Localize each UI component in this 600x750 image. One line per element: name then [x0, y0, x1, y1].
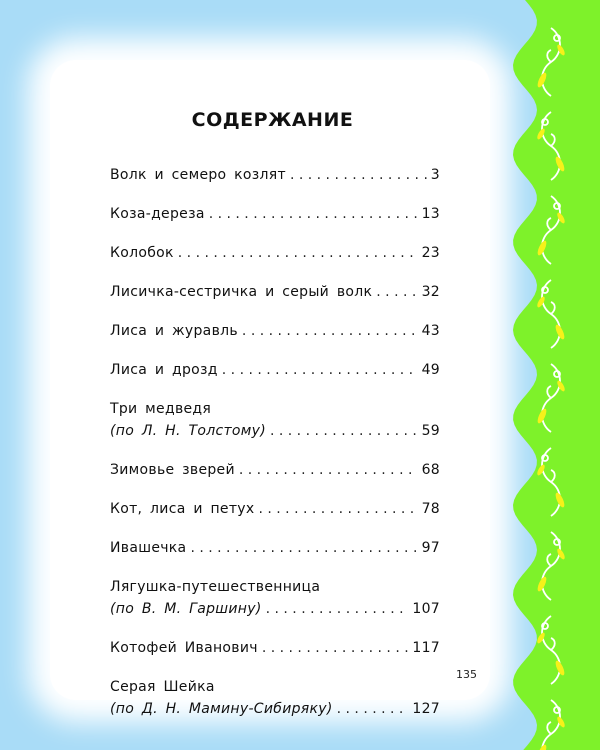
leader-dots [222, 359, 418, 381]
toc-entry[interactable] [110, 576, 440, 620]
toc-entry-page: 13 [421, 206, 440, 222]
toc-entry-title: Лиса и журавль [110, 323, 238, 339]
toc-entry-page: 59 [421, 423, 440, 439]
toc-entry[interactable] [110, 459, 440, 481]
leader-dots [270, 420, 418, 442]
toc-entry[interactable] [110, 537, 440, 559]
toc-entry-note: (по Д. Н. Мамину-Сибиряку) [110, 701, 333, 717]
toc-entry-title: Лисичка-сестричка и серый волк [110, 284, 373, 300]
toc-entry-note: (по Л. Н. Толстому) [110, 423, 266, 439]
toc-entry[interactable] [110, 676, 440, 720]
toc-entry-page: 117 [412, 640, 440, 656]
toc-entry-page: 3 [430, 167, 440, 183]
toc-entry-title: Лиса и дрозд [110, 362, 218, 378]
toc-entry[interactable] [110, 164, 440, 186]
toc-entry-page: 32 [421, 284, 440, 300]
leader-dots [242, 320, 418, 342]
toc-entry-title: Зимовье зверей [110, 462, 235, 478]
toc-entry-page: 78 [421, 501, 440, 517]
toc-entry-title: Волк и семеро козлят [110, 167, 286, 183]
leader-dots [262, 637, 409, 659]
toc-entry-page: 97 [421, 540, 440, 556]
leader-dots [337, 698, 409, 720]
toc-entry-page: 127 [412, 701, 440, 717]
leader-dots [178, 242, 418, 264]
toc-entry-title: Колобок [110, 245, 174, 261]
leader-dots [239, 459, 418, 481]
toc-entry-note: (по В. М. Гаршину) [110, 601, 262, 617]
toc-entry-title: Три медведя [110, 401, 212, 417]
toc-entry[interactable] [110, 359, 440, 381]
toc-entry-page: 107 [412, 601, 440, 617]
toc-entry[interactable] [110, 398, 440, 442]
toc-entry[interactable] [110, 281, 440, 303]
toc-entry[interactable] [110, 498, 440, 520]
toc-entry-title: Котофей Иванович [110, 640, 258, 656]
toc-entry-title: Кот, лиса и петух [110, 501, 255, 517]
toc-entry-title: Ивашечка [110, 540, 187, 556]
toc-entry[interactable] [110, 637, 440, 659]
leader-dots [290, 164, 427, 186]
leader-dots [209, 203, 418, 225]
toc-entry-page: 68 [421, 462, 440, 478]
page-title: СОДЕРЖАНИЕ [191, 109, 354, 131]
toc-entry-page: 43 [421, 323, 440, 339]
leader-dots [190, 537, 417, 559]
table-of-contents [110, 164, 440, 737]
toc-entry[interactable] [110, 320, 440, 342]
toc-entry-title: Коза-дереза [110, 206, 205, 222]
toc-entry-title: Лягушка-путешественница [110, 579, 321, 595]
leader-dots [376, 281, 417, 303]
toc-entry-page: 23 [421, 245, 440, 261]
toc-entry[interactable] [110, 242, 440, 264]
leader-dots [266, 598, 409, 620]
toc-entry[interactable] [110, 203, 440, 225]
toc-entry-page: 49 [421, 362, 440, 378]
leader-dots [258, 498, 417, 520]
toc-entry-title: Серая Шейка [110, 679, 215, 695]
page-number: 135 [456, 668, 477, 681]
